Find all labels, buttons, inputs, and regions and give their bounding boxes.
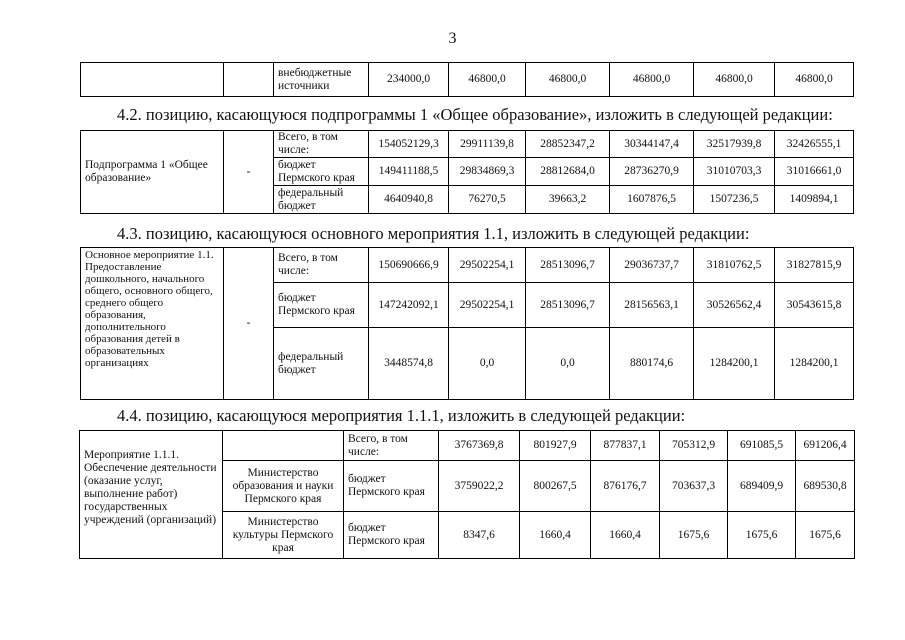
executor-cell: Министерство культуры Пермского края (223, 512, 344, 559)
section-4-4-heading: 4.4. позицию, касающуюся мероприятия 1.1.1, изложить в следующей редакции: (117, 406, 686, 425)
table-row (80, 431, 855, 461)
value-cell: 3759022,2 (439, 461, 520, 512)
value-cell: 76270,5 (449, 186, 526, 214)
value-cell: 31827815,9 (775, 248, 854, 283)
value-cell: 46800,0 (694, 63, 775, 97)
value-cell: 29911139,8 (449, 131, 526, 158)
value-cell: 876176,7 (591, 461, 660, 512)
value-cell: 32517939,8 (694, 131, 775, 158)
value-cell: 154052129,3 (369, 131, 449, 158)
value-cell: 39663,2 (526, 186, 610, 214)
value-cell: 801927,9 (520, 431, 591, 461)
value-cell: 30526562,4 (694, 283, 775, 328)
value-cell: 705312,9 (660, 431, 728, 461)
value-cell: 46800,0 (449, 63, 526, 97)
value-cell: 29036737,7 (610, 248, 694, 283)
value-cell: 147242092,1 (369, 283, 449, 328)
table-row (81, 63, 854, 97)
value-cell: 28513096,7 (526, 283, 610, 328)
table-continuation (80, 62, 854, 97)
value-cell: 1660,4 (591, 512, 660, 559)
value-cell: 1507236,5 (694, 186, 775, 214)
value-cell: 29834869,3 (449, 158, 526, 186)
value-cell: 234000,0 (369, 63, 449, 97)
row-label: федеральный бюджет (274, 186, 369, 214)
dash-cell: - (224, 248, 274, 400)
value-cell: 1284200,1 (775, 328, 854, 400)
table-section-4-4 (79, 430, 855, 559)
table-row (81, 248, 854, 283)
value-cell: 877837,1 (591, 431, 660, 461)
value-cell: 1284200,1 (694, 328, 775, 400)
page-number: 3 (448, 30, 457, 47)
value-cell: 1675,6 (660, 512, 728, 559)
value-cell: 1660,4 (520, 512, 591, 559)
value-cell: 691206,4 (796, 431, 855, 461)
value-cell: 28852347,2 (526, 131, 610, 158)
value-cell: 0,0 (526, 328, 610, 400)
value-cell: 31010703,3 (694, 158, 775, 186)
value-cell: 3448574,8 (369, 328, 449, 400)
value-cell: 800267,5 (520, 461, 591, 512)
value-cell: 31810762,5 (694, 248, 775, 283)
dash-cell (224, 63, 274, 97)
value-cell: 30543615,8 (775, 283, 854, 328)
section-4-3-heading: 4.3. позицию, касающуюся основного мероприятия 1.1, изложить в следующей редакции: (117, 224, 750, 243)
executor-cell: Министерство образования и науки Пермского края (223, 461, 344, 512)
value-cell: 703637,3 (660, 461, 728, 512)
value-cell: 8347,6 (439, 512, 520, 559)
value-cell: 3767369,8 (439, 431, 520, 461)
value-cell: 29502254,1 (449, 248, 526, 283)
value-cell: 880174,6 (610, 328, 694, 400)
row-label: Всего, в том числе: (344, 431, 439, 461)
table-section-4-2 (80, 130, 854, 214)
row-label: бюджет Пермского края (344, 461, 439, 512)
row-label: бюджет Пермского края (274, 158, 369, 186)
value-cell: 32426555,1 (775, 131, 854, 158)
value-cell: 46800,0 (610, 63, 694, 97)
value-cell: 689530,8 (796, 461, 855, 512)
subprogram-name: Подпрограмма 1 «Общее образование» (81, 131, 224, 214)
value-cell: 0,0 (449, 328, 526, 400)
value-cell: 46800,0 (526, 63, 610, 97)
row-label: Всего, в том числе: (274, 131, 369, 158)
row-label: Всего, в том числе: (274, 248, 369, 283)
value-cell: 689409,9 (728, 461, 796, 512)
value-cell: 30344147,4 (610, 131, 694, 158)
activity-name: Мероприятие 1.1.1. Обеспечение деятельности (оказание услуг, выполнение работ) государственных учреждений (организаций) (80, 431, 223, 559)
row-label: бюджет Пермского края (344, 512, 439, 559)
section-4-2-heading: 4.2. позицию, касающуюся подпрограммы 1 «Общее образование», изложить в следующей редакции: (117, 105, 833, 124)
name-cell (81, 63, 224, 97)
value-cell: 1409894,1 (775, 186, 854, 214)
row-label: внебюджетные источники (274, 63, 369, 97)
row-label: федеральный бюджет (274, 328, 369, 400)
value-cell: 28812684,0 (526, 158, 610, 186)
value-cell: 28736270,9 (610, 158, 694, 186)
value-cell: 149411188,5 (369, 158, 449, 186)
value-cell: 31016661,0 (775, 158, 854, 186)
table-section-4-3 (80, 247, 854, 400)
dash-cell: - (224, 131, 274, 214)
value-cell: 4640940,8 (369, 186, 449, 214)
value-cell: 150690666,9 (369, 248, 449, 283)
value-cell: 46800,0 (775, 63, 854, 97)
value-cell: 28156563,1 (610, 283, 694, 328)
executor-cell (223, 431, 344, 461)
value-cell: 1607876,5 (610, 186, 694, 214)
value-cell: 29502254,1 (449, 283, 526, 328)
row-label: бюджет Пермского края (274, 283, 369, 328)
main-activity-name: Основное мероприятие 1.1. Предоставление дошкольного, начального общего, основного общего, среднего общего образования, дополнительного образования детей в образовательных организациях (81, 248, 224, 400)
value-cell: 1675,6 (728, 512, 796, 559)
value-cell: 1675,6 (796, 512, 855, 559)
value-cell: 28513096,7 (526, 248, 610, 283)
table-row (81, 131, 854, 158)
value-cell: 691085,5 (728, 431, 796, 461)
